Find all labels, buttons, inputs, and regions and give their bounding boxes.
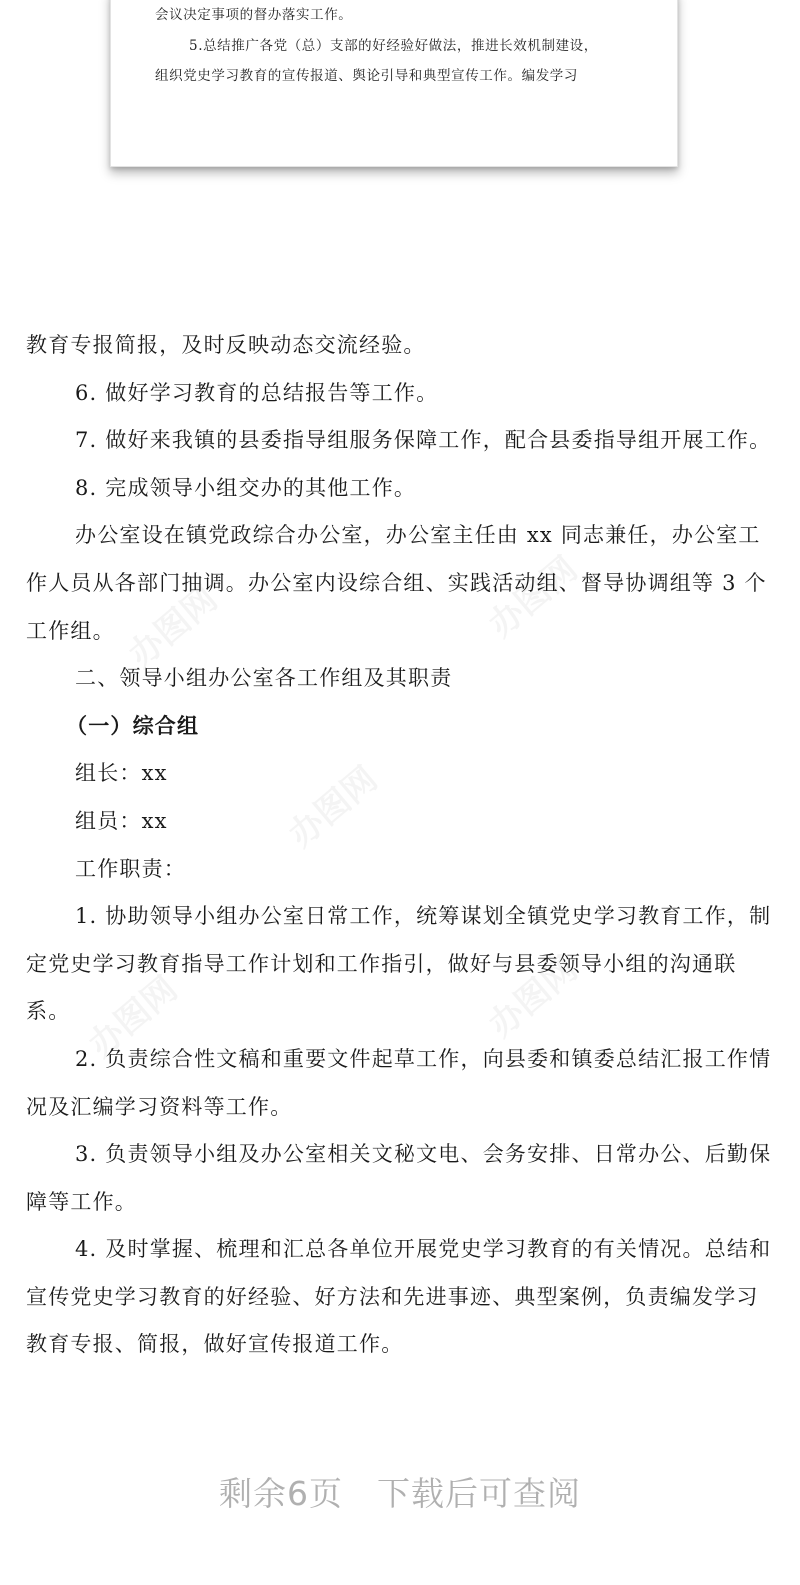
watermark: 办图网 xyxy=(121,579,226,676)
paragraph: 1. 协助领导小组办公室日常工作，统筹谋划全镇党史学习教育工作，制定党史学习教育指导工作计划和工作指引，做好与县委领导小组的沟通联系。 xyxy=(26,904,772,1024)
paragraph: 6. 做好学习教育的总结报告等工作。 xyxy=(75,380,439,405)
download-to-view-label: 下载后可查阅 xyxy=(377,1474,581,1513)
download-prompt[interactable] xyxy=(0,1468,800,1515)
remaining-pages-label: 剩余6页 xyxy=(219,1474,343,1513)
preview-line: 5.总结推广各党（总）支部的好经验好做法，推进长效机制建设， xyxy=(189,38,598,54)
paragraph: 办公室设在镇党政综合办公室，办公室主任由 xx 同志兼任，办公室工作人员从各部门抽调。办公室内设综合组、实践活动组、督导协调组等 3 个工作组。 xyxy=(26,523,767,643)
paragraph: 2. 负责综合性文稿和重要文件起草工作，向县委和镇委总结汇报工作情况及汇编学习资料等工作。 xyxy=(26,1046,772,1119)
subsection-heading: （一）综合组 xyxy=(66,713,200,738)
section-heading: 二、领导小组办公室各工作组及其职责 xyxy=(75,666,453,691)
paragraph: 教育专报简报，及时反映动态交流经验。 xyxy=(26,333,426,357)
watermark: 办图网 xyxy=(281,759,386,856)
preview-line: 组织党史学习教育的宣传报道、舆论引导和典型宣传工作。编发学习 xyxy=(155,68,578,84)
watermark: 办图网 xyxy=(481,549,586,646)
group-members: 组员：xx xyxy=(75,808,168,833)
paragraph: 3. 负责领导小组及办公室相关文秘文电、会务安排、日常办公、后勤保障等工作。 xyxy=(26,1142,772,1214)
watermark: 办图网 xyxy=(481,949,586,1046)
watermark: 办图网 xyxy=(81,969,186,1066)
paragraph: 4. 及时掌握、梳理和汇总各单位开展党史学习教育的有关情况。总结和宣传党史学习教育的好经验、好方法和先进事迹、典型案例，负责编发学习教育专报、简报，做好宣传报道工作。 xyxy=(26,1237,772,1357)
preview-line: 会议决定事项的督办落实工作。 xyxy=(155,7,353,23)
document-body xyxy=(26,322,776,1369)
page-preview-card xyxy=(110,0,678,167)
paragraph: 7. 做好来我镇的县委指导组服务保障工作，配合县委指导组开展工作。 xyxy=(75,428,772,453)
paragraph: 8. 完成领导小组交办的其他工作。 xyxy=(75,475,417,500)
duties-label: 工作职责： xyxy=(75,856,186,881)
group-leader: 组长：xx xyxy=(75,761,168,786)
